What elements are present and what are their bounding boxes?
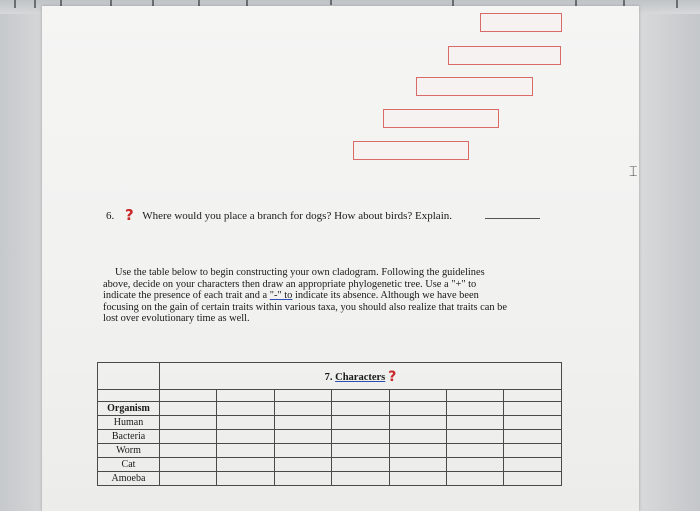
cladogram-box-4 (383, 109, 499, 128)
instructions-line-2: above, decide on your characters then draw an appropriate phylogenetic tree. Use a "+" to (103, 278, 477, 290)
text-cursor-icon: ⌶ (629, 164, 638, 180)
question-6 (106, 205, 452, 223)
question-text: Where would you place a branch for dogs? How about birds? Explain. (142, 210, 453, 222)
organism-header: Organism (98, 402, 160, 416)
table-cell[interactable] (446, 416, 503, 430)
table-cell[interactable] (446, 402, 503, 416)
question-mark-icon[interactable]: ? (125, 206, 134, 224)
table-cell[interactable] (160, 472, 217, 486)
table-cell[interactable] (504, 416, 562, 430)
table-row (98, 430, 562, 444)
table-cell[interactable] (332, 458, 389, 472)
table-cell[interactable] (389, 444, 446, 458)
characters-label: Characters (335, 372, 386, 383)
table-cell[interactable] (389, 416, 446, 430)
table-cell[interactable] (332, 444, 389, 458)
table-cell[interactable] (332, 402, 389, 416)
table-cell[interactable] (389, 402, 446, 416)
instructions-line-3-end: indicate its absence. Although we have been (292, 290, 479, 302)
instructions-line-4: focusing on the gain of certain traits within various taxa, you should also realize that traits can be (103, 301, 507, 313)
table-cell[interactable] (446, 444, 503, 458)
instructions-paragraph (103, 267, 583, 325)
organism-amoeba: Amoeba (98, 472, 160, 486)
table-cell[interactable] (389, 472, 446, 486)
organism-worm: Worm (98, 444, 160, 458)
cladogram-box-2 (448, 46, 561, 65)
table-cell[interactable] (504, 472, 562, 486)
table-cell[interactable] (504, 402, 562, 416)
table-cell[interactable] (274, 444, 331, 458)
table-cell[interactable] (389, 390, 446, 402)
instructions-line-3 (103, 290, 583, 302)
table-cell[interactable] (389, 430, 446, 444)
table-cell[interactable] (274, 402, 331, 416)
table-cell[interactable] (504, 430, 562, 444)
table-row (98, 402, 562, 416)
table-cell (98, 390, 160, 402)
table-cell[interactable] (389, 458, 446, 472)
instructions-line-1: Use the table below to begin constructing your own cladogram. Following the guidelines (115, 267, 485, 278)
table-cell[interactable] (160, 402, 217, 416)
question-mark-icon[interactable]: ? (388, 369, 397, 385)
cladogram-box-3 (416, 77, 533, 96)
table-cell[interactable] (446, 390, 503, 402)
question-number: 6. (106, 210, 115, 222)
table-cell[interactable] (274, 472, 331, 486)
organism-bacteria: Bacteria (98, 430, 160, 444)
table-cell[interactable] (504, 444, 562, 458)
table-cell[interactable] (217, 430, 274, 444)
instructions-line-3-start: indicate the presence of each trait and a (103, 290, 270, 302)
table-row (98, 390, 562, 402)
table-row (98, 416, 562, 430)
table-cell[interactable] (332, 430, 389, 444)
table-row (98, 444, 562, 458)
table-cell[interactable] (446, 472, 503, 486)
characters-title (160, 368, 561, 384)
cladogram-box-5 (353, 141, 469, 160)
organism-human: Human (98, 416, 160, 430)
table-cell[interactable] (217, 458, 274, 472)
table-row (98, 472, 562, 486)
table-cell[interactable] (332, 416, 389, 430)
table-cell[interactable] (332, 390, 389, 402)
instructions-underlined-text: "-" to (269, 290, 293, 302)
table-cell[interactable] (160, 430, 217, 444)
characters-number: 7. (324, 372, 333, 383)
table-cell[interactable] (446, 458, 503, 472)
table-cell[interactable] (446, 430, 503, 444)
characters-header-cell (160, 363, 562, 390)
table-cell[interactable] (274, 390, 331, 402)
table-cell[interactable] (160, 416, 217, 430)
table-cell[interactable] (504, 390, 562, 402)
table-cell[interactable] (217, 472, 274, 486)
table-cell[interactable] (160, 444, 217, 458)
organism-cat: Cat (98, 458, 160, 472)
table-cell[interactable] (217, 390, 274, 402)
table-cell[interactable] (160, 390, 217, 402)
table-header-row (98, 363, 562, 390)
characters-table (97, 362, 562, 486)
table-row (98, 458, 562, 472)
table-cell[interactable] (217, 402, 274, 416)
instructions-line-5: lost over evolutionary time as well. (103, 313, 250, 325)
table-cell[interactable] (504, 458, 562, 472)
table-corner-cell (98, 363, 160, 390)
answer-line[interactable] (485, 218, 540, 219)
table-cell[interactable] (160, 458, 217, 472)
table-cell[interactable] (332, 472, 389, 486)
table-cell[interactable] (274, 416, 331, 430)
table-cell[interactable] (274, 430, 331, 444)
table-cell[interactable] (217, 444, 274, 458)
table-cell[interactable] (217, 416, 274, 430)
table-cell[interactable] (274, 458, 331, 472)
cladogram-box-1 (480, 13, 562, 32)
